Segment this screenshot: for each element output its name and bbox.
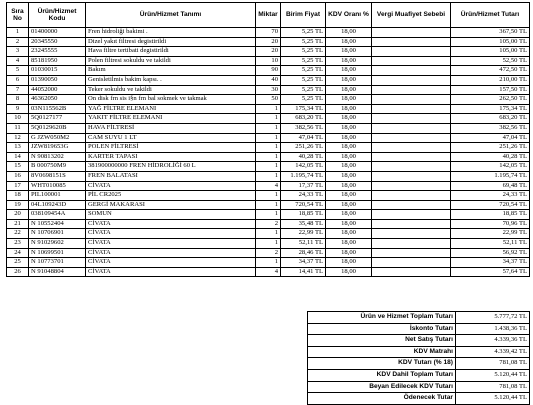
amount-cell: 34,37 TL [451,258,530,268]
product-description-cell: CİVATA [86,229,256,239]
product-description-cell: Fren hidroliği bakimi . [86,28,256,38]
product-description-cell: CİVATA [86,219,256,229]
totals-value: 1.438,36 TL [456,323,530,335]
tax-exemption-cell [372,85,451,95]
unit-price-cell: 1.195,74 TL [281,171,326,181]
product-description-cell: Dizel yakıt filtresi degistirildi [86,37,256,47]
product-code-cell: 04L109243D [29,200,86,210]
unit-price-cell: 28,46 TL [281,248,326,258]
table-row [7,219,530,229]
product-description-cell: Polen filtresi sokuldu ve takildi [86,56,256,66]
header-amount: Ürün/Hizmet Tutarı [451,3,530,28]
vat-rate-cell: 18,00 [326,133,372,143]
totals-label: İskonto Tutarı [308,323,456,335]
table-row [7,28,530,38]
unit-price-cell: 5,25 TL [281,66,326,76]
product-code-cell: 5Q0129620B [29,123,86,133]
amount-cell: 683,20 TL [451,114,530,124]
tax-exemption-cell [372,258,451,268]
product-code-cell: 01400000 [29,28,86,38]
table-row [7,258,530,268]
row-number-cell: 19 [7,200,29,210]
product-code-cell: N 10773701 [29,258,86,268]
quantity-cell: 1 [256,191,281,201]
row-number-cell: 12 [7,133,29,143]
header-tax-exemption: Vergi Muafiyet Sebebi [372,3,451,28]
totals-row [308,323,530,335]
row-number-cell: 5 [7,66,29,76]
table-row [7,114,530,124]
row-number-cell: 13 [7,143,29,153]
product-code-cell: N 10706901 [29,229,86,239]
vat-rate-cell: 18,00 [326,267,372,277]
product-description-cell: YAĞ FİLTRE ELEMANI [86,104,256,114]
vat-rate-cell: 18,00 [326,162,372,172]
row-number-cell: 10 [7,114,29,124]
table-row [7,267,530,277]
tax-exemption-cell [372,95,451,105]
product-code-cell: 8V0698151S [29,171,86,181]
unit-price-cell: 5,25 TL [281,75,326,85]
row-number-cell: 14 [7,152,29,162]
amount-cell: 47,04 TL [451,133,530,143]
totals-value: 4.339,42 TL [456,346,530,358]
table-row [7,104,530,114]
row-number-cell: 25 [7,258,29,268]
amount-cell: 70,96 TL [451,219,530,229]
vat-rate-cell: 18,00 [326,114,372,124]
header-no: Sıra No [7,3,29,28]
amount-cell: 105,00 TL [451,37,530,47]
product-code-cell: 038109454A [29,210,86,220]
product-description-cell: FREN BALATASI [86,171,256,181]
vat-rate-cell: 18,00 [326,210,372,220]
totals-row [308,312,530,324]
table-row [7,191,530,201]
row-number-cell: 17 [7,181,29,191]
amount-cell: 472,50 TL [451,66,530,76]
totals-row [308,335,530,347]
table-row [7,229,530,239]
tax-exemption-cell [372,239,451,249]
tax-exemption-cell [372,66,451,76]
amount-cell: 157,50 TL [451,85,530,95]
vat-rate-cell: 18,00 [326,152,372,162]
unit-price-cell: 175,34 TL [281,104,326,114]
table-row [7,248,530,258]
amount-cell: 367,50 TL [451,28,530,38]
tax-exemption-cell [372,104,451,114]
amount-cell: 210,00 TL [451,75,530,85]
vat-rate-cell: 18,00 [326,85,372,95]
amount-cell: 142,05 TL [451,162,530,172]
quantity-cell: 20 [256,37,281,47]
product-description-cell: CİVATA [86,258,256,268]
tax-exemption-cell [372,219,451,229]
table-row [7,133,530,143]
unit-price-cell: 5,25 TL [281,95,326,105]
amount-cell: 52,11 TL [451,239,530,249]
product-description-cell: CAM SUYU 1 LT [86,133,256,143]
quantity-cell: 1 [256,152,281,162]
unit-price-cell: 382,56 TL [281,123,326,133]
amount-cell: 382,56 TL [451,123,530,133]
amount-cell: 56,92 TL [451,248,530,258]
unit-price-cell: 24,33 TL [281,191,326,201]
vat-rate-cell: 18,00 [326,239,372,249]
row-number-cell: 7 [7,85,29,95]
tax-exemption-cell [372,191,451,201]
unit-price-cell: 52,11 TL [281,239,326,249]
table-row [7,152,530,162]
table-row [7,181,530,191]
table-row [7,56,530,66]
amount-cell: 24,33 TL [451,191,530,201]
table-row [7,162,530,172]
vat-rate-cell: 18,00 [326,143,372,153]
vat-rate-cell: 18,00 [326,28,372,38]
table-row [7,239,530,249]
totals-label: KDV Dahil Toplam Tutarı [308,369,456,381]
unit-price-cell: 18,85 TL [281,210,326,220]
unit-price-cell: 14,41 TL [281,267,326,277]
product-description-cell: SOMUN [86,210,256,220]
quantity-cell: 1 [256,229,281,239]
table-row [7,95,530,105]
vat-rate-cell: 18,00 [326,258,372,268]
product-code-cell: B 000750M9 [29,162,86,172]
product-code-cell: N 91029602 [29,239,86,249]
unit-price-cell: 40,28 TL [281,152,326,162]
product-description-cell: PİL CR2025 [86,191,256,201]
tax-exemption-cell [372,210,451,220]
product-code-cell: 46362050 [29,95,86,105]
product-code-cell: N 91048804 [29,267,86,277]
amount-cell: 52,50 TL [451,56,530,66]
invoice-sheet [6,2,529,402]
product-code-cell: JZW819653G [29,143,86,153]
tax-exemption-cell [372,181,451,191]
quantity-cell: 1 [256,162,281,172]
table-row [7,143,530,153]
row-number-cell: 6 [7,75,29,85]
table-row [7,37,530,47]
table-row [7,47,530,57]
totals-table-body [308,312,530,405]
unit-price-cell: 47,04 TL [281,133,326,143]
row-number-cell: 8 [7,95,29,105]
totals-table [307,311,530,405]
row-number-cell: 20 [7,210,29,220]
product-code-cell: 5Q0127177 [29,114,86,124]
quantity-cell: 10 [256,56,281,66]
quantity-cell: 1 [256,239,281,249]
totals-label: Ürün ve Hizmet Toplam Tutarı [308,312,456,324]
vat-rate-cell: 18,00 [326,200,372,210]
unit-price-cell: 22,99 TL [281,229,326,239]
header-unit-price: Birim Fiyat [281,3,326,28]
tax-exemption-cell [372,152,451,162]
tax-exemption-cell [372,171,451,181]
product-description-cell: CİVATA [86,239,256,249]
product-description-cell: Hava filtre tertibati degistirildi [86,47,256,57]
vat-rate-cell: 18,00 [326,123,372,133]
tax-exemption-cell [372,56,451,66]
totals-value: 5.777,72 TL [456,312,530,324]
vat-rate-cell: 18,00 [326,248,372,258]
product-code-cell: 01030015 [29,66,86,76]
unit-price-cell: 5,25 TL [281,28,326,38]
header-code: Ürün/Hizmet Kodu [29,3,86,28]
totals-label: Net Satış Tutarı [308,335,456,347]
totals-row [308,381,530,393]
tax-exemption-cell [372,229,451,239]
quantity-cell: 1 [256,114,281,124]
header-description: Ürün/Hizmet Tanımı [86,3,256,28]
tax-exemption-cell [372,162,451,172]
tax-exemption-cell [372,267,451,277]
row-number-cell: 23 [7,239,29,249]
quantity-cell: 1 [256,258,281,268]
product-description-cell: On disk frn sis i§n frn bal sokmek ve takmak [86,95,256,105]
totals-row [308,346,530,358]
product-description-cell: YAKIT FİLTRE ELEMANI [86,114,256,124]
unit-price-cell: 5,25 TL [281,37,326,47]
tax-exemption-cell [372,123,451,133]
totals-label: Beyan Edilecek KDV Tutarı [308,381,456,393]
tax-exemption-cell [372,200,451,210]
product-code-cell: PIL100001 [29,191,86,201]
vat-rate-cell: 18,00 [326,56,372,66]
row-number-cell: 1 [7,28,29,38]
table-row [7,123,530,133]
amount-cell: 262,50 TL [451,95,530,105]
quantity-cell: 2 [256,248,281,258]
vat-rate-cell: 18,00 [326,75,372,85]
tax-exemption-cell [372,114,451,124]
row-number-cell: 3 [7,47,29,57]
amount-cell: 69,48 TL [451,181,530,191]
product-description-cell: HAVA FİLTRESİ [86,123,256,133]
unit-price-cell: 142,05 TL [281,162,326,172]
vat-rate-cell: 18,00 [326,37,372,47]
row-number-cell: 24 [7,248,29,258]
amount-cell: 251,26 TL [451,143,530,153]
tax-exemption-cell [372,28,451,38]
row-number-cell: 15 [7,162,29,172]
product-code-cell: G JZW050M2 [29,133,86,143]
amount-cell: 175,34 TL [451,104,530,114]
unit-price-cell: 5,25 TL [281,56,326,66]
vat-rate-cell: 18,00 [326,181,372,191]
unit-price-cell: 720,54 TL [281,200,326,210]
totals-row [308,393,530,405]
tax-exemption-cell [372,75,451,85]
product-code-cell: 85181950 [29,56,86,66]
totals-label: KDV Matrahı [308,346,456,358]
product-description-cell: POLEN FİLTRESİ [86,143,256,153]
tax-exemption-cell [372,37,451,47]
unit-price-cell: 251,26 TL [281,143,326,153]
tax-exemption-cell [372,47,451,57]
vat-rate-cell: 18,00 [326,229,372,239]
product-description-cell: Bakım [86,66,256,76]
row-number-cell: 18 [7,191,29,201]
unit-price-cell: 5,25 TL [281,85,326,95]
quantity-cell: 1 [256,143,281,153]
row-number-cell: 21 [7,219,29,229]
product-code-cell: 01390050 [29,75,86,85]
quantity-cell: 4 [256,181,281,191]
totals-value: 4.339,36 TL [456,335,530,347]
product-code-cell: WHT010085 [29,181,86,191]
unit-price-cell: 17,37 TL [281,181,326,191]
product-description-cell: CİVATA [86,181,256,191]
amount-cell: 40,28 TL [451,152,530,162]
product-code-cell: N 10699501 [29,248,86,258]
totals-value: 781,08 TL [456,358,530,370]
table-row [7,210,530,220]
row-number-cell: 22 [7,229,29,239]
quantity-cell: 1 [256,200,281,210]
quantity-cell: 20 [256,47,281,57]
unit-price-cell: 35,48 TL [281,219,326,229]
quantity-cell: 30 [256,85,281,95]
product-code-cell: N 90813202 [29,152,86,162]
tax-exemption-cell [372,143,451,153]
row-number-cell: 4 [7,56,29,66]
product-code-cell: 03N115562B [29,104,86,114]
header-quantity: Miktar [256,3,281,28]
vat-rate-cell: 18,00 [326,171,372,181]
product-code-cell: 23245555 [29,47,86,57]
product-description-cell: Teker sokuldu ve takildi [86,85,256,95]
unit-price-cell: 5,25 TL [281,47,326,57]
quantity-cell: 1 [256,104,281,114]
tax-exemption-cell [372,248,451,258]
product-code-cell: N 10552404 [29,219,86,229]
quantity-cell: 90 [256,66,281,76]
quantity-cell: 40 [256,75,281,85]
product-code-cell: 44052000 [29,85,86,95]
vat-rate-cell: 18,00 [326,95,372,105]
quantity-cell: 50 [256,95,281,105]
amount-cell: 720,54 TL [451,200,530,210]
unit-price-cell: 34,37 TL [281,258,326,268]
product-description-cell: CİVATA [86,248,256,258]
table-row [7,200,530,210]
table-row [7,171,530,181]
items-table [6,2,530,277]
amount-cell: 105,00 TL [451,47,530,57]
vat-rate-cell: 18,00 [326,66,372,76]
table-row [7,75,530,85]
quantity-cell: 70 [256,28,281,38]
vat-rate-cell: 18,00 [326,191,372,201]
amount-cell: 18,85 TL [451,210,530,220]
quantity-cell: 1 [256,171,281,181]
items-table-header [7,3,530,28]
vat-rate-cell: 18,00 [326,104,372,114]
quantity-cell: 1 [256,123,281,133]
product-description-cell: 381900000000 FREN HİDROLİĞİ 60 L [86,162,256,172]
totals-row [308,358,530,370]
totals-label: KDV Tutarı (% 18) [308,358,456,370]
amount-cell: 57,64 TL [451,267,530,277]
items-table-body [7,28,530,277]
table-row [7,85,530,95]
vat-rate-cell: 18,00 [326,219,372,229]
row-number-cell: 9 [7,104,29,114]
totals-value: 5.120,44 TL [456,393,530,405]
quantity-cell: 2 [256,219,281,229]
amount-cell: 1.195,74 TL [451,171,530,181]
tax-exemption-cell [372,133,451,143]
totals-value: 781,08 TL [456,381,530,393]
quantity-cell: 1 [256,210,281,220]
product-code-cell: 20345550 [29,37,86,47]
row-number-cell: 11 [7,123,29,133]
row-number-cell: 16 [7,171,29,181]
product-description-cell: Genisletilmis bakim kapsı. . [86,75,256,85]
table-row [7,66,530,76]
product-description-cell: CİVATA [86,267,256,277]
totals-label: Ödenecek Tutar [308,393,456,405]
quantity-cell: 4 [256,267,281,277]
row-number-cell: 26 [7,267,29,277]
totals-row [308,369,530,381]
vat-rate-cell: 18,00 [326,47,372,57]
row-number-cell: 2 [7,37,29,47]
product-description-cell: KARTER TAPASI [86,152,256,162]
quantity-cell: 1 [256,133,281,143]
amount-cell: 22,99 TL [451,229,530,239]
header-vat-rate: KDV Oranı % [326,3,372,28]
totals-value: 5.120,44 TL [456,369,530,381]
unit-price-cell: 683,20 TL [281,114,326,124]
product-description-cell: GERGİ MAKARASI [86,200,256,210]
